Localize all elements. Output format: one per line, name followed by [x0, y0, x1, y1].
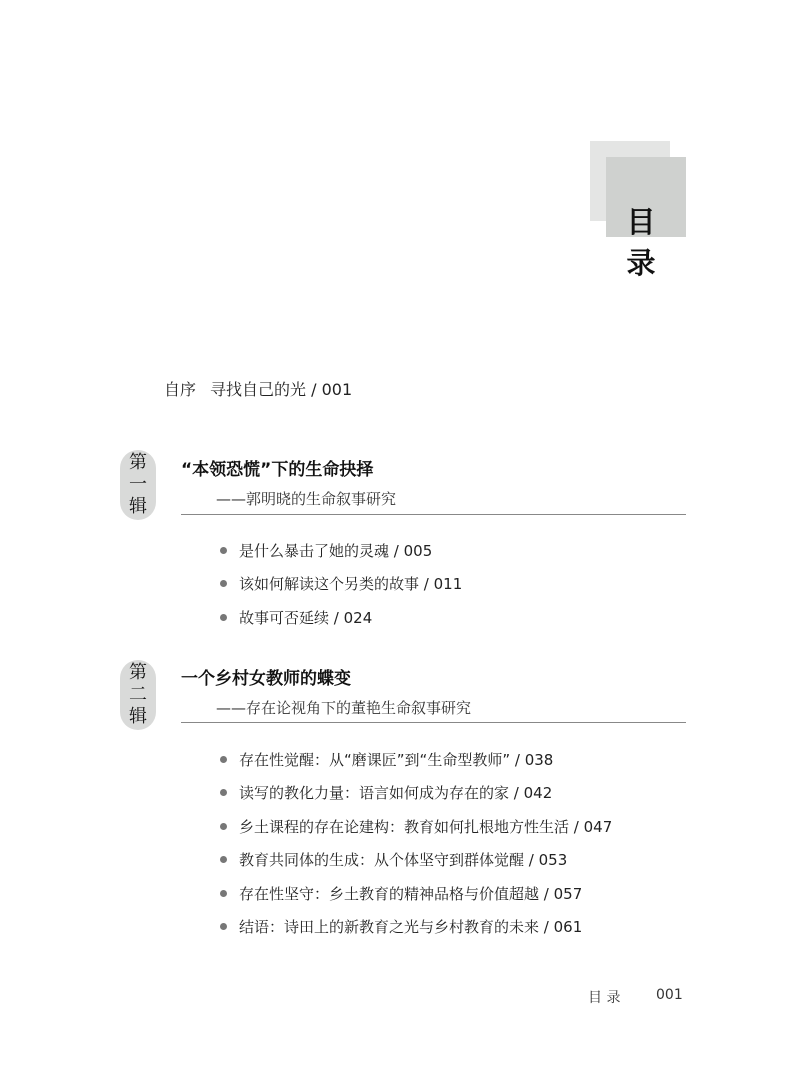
part-subtitle: ——存在论视角下的董艳生命叙事研究 — [216, 699, 472, 717]
toc-item-page: / 024 — [333, 608, 373, 627]
bullet-icon — [220, 890, 227, 897]
toc-item[interactable] — [220, 816, 612, 837]
toc-item-title: 是什么暴击了她的灵魂 — [239, 542, 390, 560]
toc-item-page: / 053 — [528, 850, 568, 869]
part-title[interactable]: 一个乡村女教师的蝶变 — [181, 669, 351, 689]
toc-item[interactable] — [220, 916, 582, 937]
preface-page: / 001 — [311, 380, 353, 399]
toc-item[interactable] — [220, 607, 372, 628]
toc-item[interactable] — [220, 540, 432, 561]
divider — [181, 722, 686, 723]
toc-item[interactable] — [220, 782, 552, 803]
bullet-icon — [220, 756, 227, 763]
toc-item[interactable] — [220, 849, 567, 870]
toc-item-page: / 061 — [543, 917, 583, 936]
badge-char: 二 — [129, 684, 147, 705]
bullet-icon — [220, 789, 227, 796]
toc-item-page: / 038 — [514, 750, 554, 769]
part-badge — [120, 660, 156, 730]
preface-label: 自序 — [164, 380, 197, 399]
preface-title: 寻找自己的光 — [210, 380, 307, 399]
toc-item-title: 存在性坚守：乡土教育的精神品格与价值超越 — [239, 885, 540, 903]
preface-entry[interactable] — [164, 377, 352, 400]
toc-item-page: / 057 — [543, 884, 583, 903]
toc-item-page: / 011 — [423, 574, 463, 593]
toc-item-page: / 005 — [393, 541, 433, 560]
toc-item-title: 故事可否延续 — [239, 609, 330, 627]
badge-char: 辑 — [129, 496, 147, 517]
page-title: 目 录 — [626, 205, 678, 280]
running-footer-label: 目 录 — [588, 990, 621, 1006]
toc-item[interactable] — [220, 883, 582, 904]
part-title[interactable]: “本领恐慌”下的生命抉择 — [181, 460, 374, 480]
toc-item-title: 存在性觉醒：从“磨课匠”到“生命型教师” — [239, 751, 511, 769]
toc-item-title: 教育共同体的生成：从个体坚守到群体觉醒 — [239, 851, 525, 869]
bullet-icon — [220, 823, 227, 830]
bullet-icon — [220, 923, 227, 930]
badge-char: 第 — [129, 662, 147, 683]
toc-item-title: 结语：诗田上的新教育之光与乡村教育的未来 — [239, 918, 540, 936]
part-subtitle: ——郭明晓的生命叙事研究 — [216, 490, 397, 508]
toc-item-page: / 047 — [573, 817, 613, 836]
page-number: 001 — [656, 987, 683, 1003]
toc-item-title: 该如何解读这个另类的故事 — [239, 575, 420, 593]
toc-item-title: 乡土课程的存在论建构：教育如何扎根地方性生活 — [239, 818, 570, 836]
bullet-icon — [220, 856, 227, 863]
toc-item-page: / 042 — [513, 783, 553, 802]
badge-char: 辑 — [129, 706, 147, 727]
badge-char: 第 — [129, 452, 147, 473]
toc-item-title: 读写的教化力量：语言如何成为存在的家 — [239, 784, 510, 802]
part-badge — [120, 450, 156, 520]
bullet-icon — [220, 547, 227, 554]
toc-item[interactable] — [220, 573, 462, 594]
bullet-icon — [220, 614, 227, 621]
badge-char: 一 — [129, 474, 147, 495]
toc-item[interactable] — [220, 749, 553, 770]
divider — [181, 514, 686, 515]
bullet-icon — [220, 580, 227, 587]
